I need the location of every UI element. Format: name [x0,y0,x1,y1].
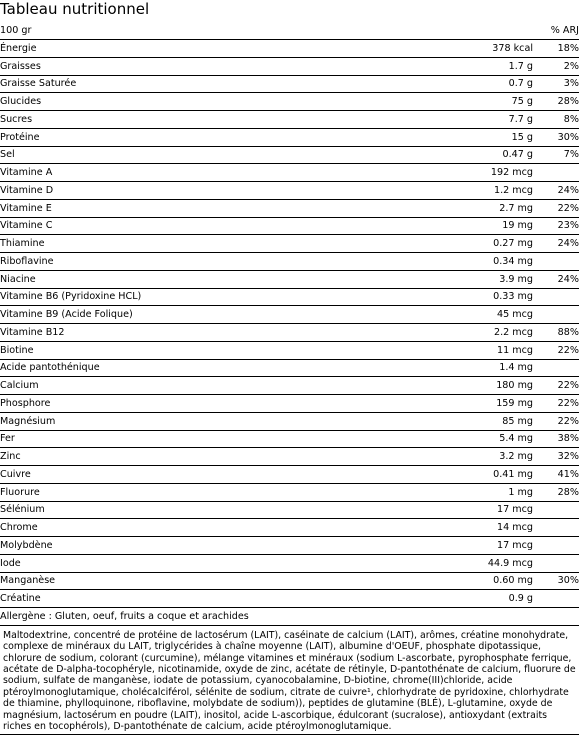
nutrient-name: Vitamine B12 [0,324,430,342]
nutrient-name: Énergie [0,40,430,58]
nutrient-name: Molybdène [0,537,430,555]
nutrient-pct-arj: 30% [533,572,579,590]
table-row [0,501,579,519]
table-row [0,146,579,164]
nutrient-amount: 17 mcg [430,537,533,555]
table-row [0,57,579,75]
ingredients-text: Maltodextrine, concentré de protéine de lactosérum (LAIT), caséinate de calcium (LAIT), arômes, créatine monohydrate, complexe de minéraux du LAIT, triglycérides à chaîne moyenne (LAIT), albumine d'OEUF, phosphate dipotassique, chlorure de sodium, colorant (curcumine), mélange vitamines et minéraux (sodium L-ascorbate, pyrophosphate ferrique, acétate de D-alpha-tocophéryle, nicotinamide, oxyde de zinc, acétate de rétinyle, D-pantothénate de calcium, fluorure de sodium, sulfate de manganèse, iodate de potassium, cyanocobalamine, D-biotine, chrome(III)chloride, acide ptéroylmonoglutamique, cholécalciférol, sélénite de sodium, citrate de cuivre¹, chlorhydrate de pyridoxine, chlorhydrate de thiamine, phylloquinone, riboflavine, molybdate de sodium)), peptides de glutamine (BLÉ), L-glutamine, oxyde de magnésium, lactosérum en poudre (LAIT), inositol, acide L-ascorbique, édulcorant (sucralose), antioxydant (extraits riches en tocophérols), D-pantothénate de calcium, acide ptéroylmonoglutamique. [0,626,579,735]
nutrient-pct-arj: 22% [533,395,579,413]
nutrient-amount: 3.9 mg [430,270,533,288]
nutrient-amount: 2.7 mg [430,199,533,217]
nutrient-pct-arj [533,288,579,306]
table-row [0,430,579,448]
nutrient-pct-arj: 3% [533,75,579,93]
nutrient-name: Sucres [0,111,430,129]
nutrient-name: Fluorure [0,483,430,501]
nutrient-name: Chrome [0,519,430,537]
nutrient-name: Glucides [0,93,430,111]
table-row [0,466,579,484]
nutrient-pct-arj: 22% [533,341,579,359]
table-row [0,164,579,182]
nutrient-pct-arj: 8% [533,111,579,129]
table-row [0,572,579,590]
table-row [0,554,579,572]
nutrient-name: Thiamine [0,235,430,253]
nutrient-pct-arj: 23% [533,217,579,235]
nutrient-name: Graisse Saturée [0,75,430,93]
nutrient-name: Sel [0,146,430,164]
table-row [0,111,579,129]
table-row [0,40,579,58]
nutrient-pct-arj [533,590,579,608]
nutrient-pct-arj [533,554,579,572]
header-pct-arj: % ARJ [533,21,579,40]
nutrient-name: Vitamine D [0,182,430,200]
nutrient-amount: 1.2 mcg [430,182,533,200]
allergen-text: Allergène : Gluten, oeuf, fruits a coque et arachides [0,608,579,626]
table-row [0,199,579,217]
nutrient-pct-arj [533,537,579,555]
table-row [0,93,579,111]
nutrient-amount: 7.7 g [430,111,533,129]
header-amount [430,21,533,40]
table-row [0,75,579,93]
nutrient-amount: 85 mg [430,412,533,430]
nutrient-name: Créatine [0,590,430,608]
table-row [0,324,579,342]
nutrient-amount: 192 mcg [430,164,533,182]
nutrient-amount: 1.7 g [430,57,533,75]
nutrient-name: Iode [0,554,430,572]
nutrient-name: Protéine [0,128,430,146]
table-row [0,306,579,324]
nutrient-name: Riboflavine [0,253,430,271]
nutrient-pct-arj: 41% [533,466,579,484]
nutrient-name: Biotine [0,341,430,359]
nutrient-name: Graisses [0,57,430,75]
table-row [0,253,579,271]
nutrient-name: Phosphore [0,395,430,413]
nutrient-name: Vitamine B9 (Acide Folique) [0,306,430,324]
nutrient-amount: 180 mg [430,377,533,395]
nutrient-amount: 1 mg [430,483,533,501]
nutrient-name: Magnésium [0,412,430,430]
nutrient-amount: 5.4 mg [430,430,533,448]
nutrient-pct-arj [533,164,579,182]
table-row [0,288,579,306]
nutrient-pct-arj: 88% [533,324,579,342]
nutrient-name: Manganèse [0,572,430,590]
nutrient-name: Vitamine A [0,164,430,182]
table-row [0,235,579,253]
nutrient-amount: 0.7 g [430,75,533,93]
nutrient-amount: 15 g [430,128,533,146]
nutrient-amount: 0.34 mg [430,253,533,271]
table-row [0,270,579,288]
table-row [0,341,579,359]
nutrient-amount: 0.9 g [430,590,533,608]
nutrient-amount: 17 mcg [430,501,533,519]
nutrient-name: Niacine [0,270,430,288]
table-row [0,395,579,413]
nutrient-amount: 75 g [430,93,533,111]
header-per-amount: 100 gr [0,21,430,40]
table-row [0,519,579,537]
nutrient-amount: 2.2 mcg [430,324,533,342]
nutrient-pct-arj: 28% [533,93,579,111]
nutrient-amount: 1.4 mg [430,359,533,377]
nutrient-amount: 45 mcg [430,306,533,324]
nutrient-amount: 0.47 g [430,146,533,164]
nutrient-amount: 3.2 mg [430,448,533,466]
nutrient-amount: 44.9 mcg [430,554,533,572]
nutrient-pct-arj: 7% [533,146,579,164]
nutrition-table [0,21,579,626]
table-row [0,590,579,608]
nutrient-pct-arj: 32% [533,448,579,466]
nutrient-name: Fer [0,430,430,448]
nutrient-pct-arj [533,519,579,537]
nutrient-pct-arj [533,359,579,377]
table-row [0,483,579,501]
table-row [0,359,579,377]
nutrient-pct-arj: 22% [533,377,579,395]
nutrient-pct-arj: 22% [533,199,579,217]
table-row [0,448,579,466]
nutrient-name: Zinc [0,448,430,466]
nutrient-name: Vitamine B6 (Pyridoxine HCL) [0,288,430,306]
nutrient-name: Sélénium [0,501,430,519]
nutrient-name: Calcium [0,377,430,395]
nutrient-pct-arj: 24% [533,235,579,253]
table-row [0,182,579,200]
nutrient-name: Acide pantothénique [0,359,430,377]
nutrient-amount: 0.41 mg [430,466,533,484]
table-row [0,128,579,146]
nutrient-pct-arj: 22% [533,412,579,430]
nutrient-pct-arj: 38% [533,430,579,448]
nutrient-name: Vitamine E [0,199,430,217]
nutrient-amount: 378 kcal [430,40,533,58]
nutrient-pct-arj [533,253,579,271]
nutrient-pct-arj: 28% [533,483,579,501]
nutrient-pct-arj: 24% [533,270,579,288]
nutrient-pct-arj: 30% [533,128,579,146]
nutrient-amount: 0.60 mg [430,572,533,590]
nutrient-amount: 0.27 mg [430,235,533,253]
nutrient-pct-arj: 2% [533,57,579,75]
nutrient-amount: 19 mg [430,217,533,235]
table-row [0,412,579,430]
allergen-row [0,608,579,626]
nutrient-pct-arj: 24% [533,182,579,200]
nutrient-name: Cuivre [0,466,430,484]
nutrient-amount: 0.33 mg [430,288,533,306]
nutrient-pct-arj: 18% [533,40,579,58]
table-row [0,537,579,555]
nutrient-amount: 11 mcg [430,341,533,359]
nutrient-pct-arj [533,306,579,324]
table-header-row [0,21,579,40]
nutrient-amount: 159 mg [430,395,533,413]
nutrient-amount: 14 mcg [430,519,533,537]
page-title: Tableau nutritionnel [0,0,150,18]
table-row [0,377,579,395]
table-row [0,217,579,235]
nutrient-rows [0,40,579,608]
nutrient-name: Vitamine C [0,217,430,235]
nutrient-pct-arj [533,501,579,519]
